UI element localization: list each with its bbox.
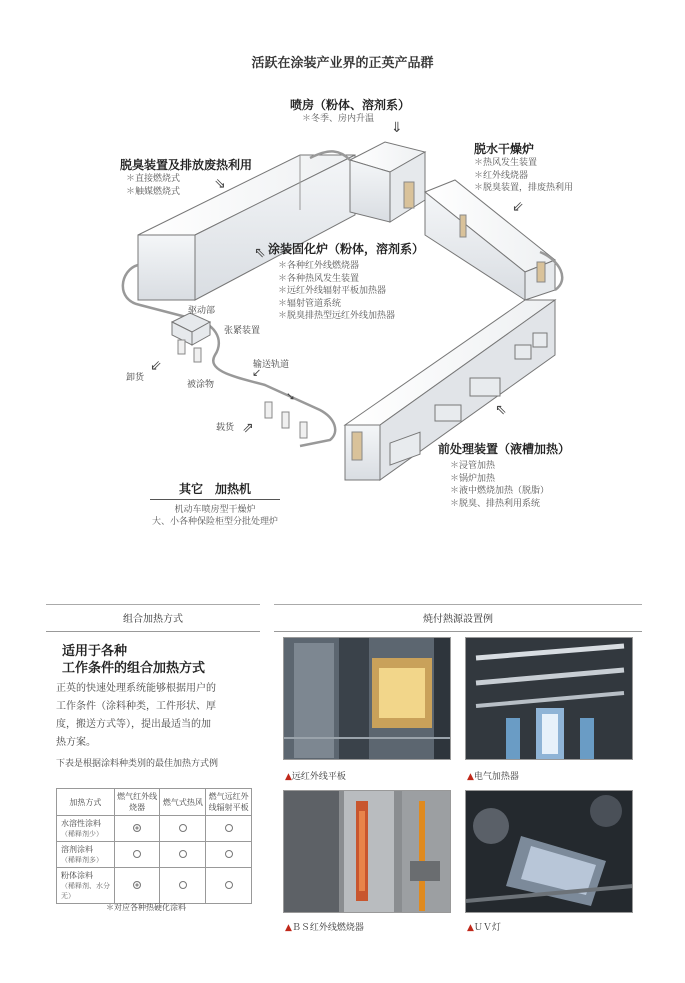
triangle-icon: ▲ xyxy=(285,772,292,782)
heat-source-header-bar xyxy=(274,604,642,632)
circle-icon xyxy=(179,850,187,858)
intro-paragraph-line: 正英的快速处理系统能够根据用户的 xyxy=(56,683,216,694)
pretreat-title: 前处理装置（液槽加热） xyxy=(438,442,571,456)
other-heaters-item: 大、小各种保险柜型分批处理炉 xyxy=(151,517,278,527)
bs-infrared-burner-photo xyxy=(283,790,451,913)
curing-oven-item: ＊ 脱臭排热型远红外线加热器 xyxy=(278,310,424,323)
diagonal-arrow-icon: ⇖ xyxy=(254,245,266,261)
spray-booth-title: 喷房（粉体、溶剂系） xyxy=(290,98,411,112)
row-name: 粉体涂料 xyxy=(61,871,93,880)
down-arrow-icon: ⇓ xyxy=(391,120,403,136)
circle-icon xyxy=(225,881,233,889)
circle-icon xyxy=(225,824,233,832)
dryer-item: ＊ 热风发生装置 xyxy=(474,157,573,170)
curing-oven-item: ＊ 远红外线辐射平板加热器 xyxy=(278,285,424,298)
circle-icon xyxy=(179,824,187,832)
photo-caption: ＵＶ灯 xyxy=(473,923,501,933)
triangle-icon: ▲ xyxy=(285,923,292,933)
table-intro: 下表是根据涂料种类别的最佳加热方式例 xyxy=(56,759,219,769)
photo-caption: 电气加热器 xyxy=(473,772,519,782)
table-header-cell: 燃气红外线烧器 xyxy=(114,789,160,816)
conveyor-label: 输送轨道 xyxy=(253,360,290,370)
dryer-title: 脱水干燥炉 xyxy=(474,142,535,156)
diagonal-arrow-icon: ⇗ xyxy=(242,420,254,436)
diagonal-arrow-icon: ⇘ xyxy=(214,176,226,192)
deodorizer-item: ＊ 触媒燃烧式 xyxy=(126,186,252,199)
curing-oven-item: ＊ 各种红外线燃烧器 xyxy=(278,260,424,273)
load-label: 载货 xyxy=(216,423,235,433)
other-heaters-item: 机动车喷房型干燥炉 xyxy=(174,505,256,515)
dryer-item: ＊ 红外线烧器 xyxy=(474,170,573,183)
dryer-item: ＊ 脱臭装置，排废热利用 xyxy=(474,182,573,195)
double-circle-icon xyxy=(133,824,141,832)
photo-caption: 远红外线平板 xyxy=(291,772,346,782)
row-sub: （稀释剂少） xyxy=(61,830,103,838)
curing-oven-title: 涂装固化炉（粉体，溶剂系） xyxy=(268,242,425,256)
row-sub: （稀释剂、水分无） xyxy=(61,882,110,900)
row-sub: （稀释剂多） xyxy=(61,856,103,864)
intro-paragraph-line: 度，搬送方式等），提出最适当的加 xyxy=(56,719,211,730)
circle-icon xyxy=(179,881,187,889)
circle-icon xyxy=(133,850,141,858)
row-name: 水溶性涂料 xyxy=(61,819,101,828)
intro-paragraph-line: 工作条件（涂料种类，工件形状、厚 xyxy=(56,701,216,712)
deodorizer-title: 脱臭装置及排放废热利用 xyxy=(120,158,253,172)
tensioner-label: 张紧装置 xyxy=(224,326,261,336)
spray-booth-unit xyxy=(350,142,425,222)
combined-heating-header: 组合加热方式 xyxy=(123,614,183,625)
pretreat-item: ＊ 脱臭、排热利用系统 xyxy=(450,498,570,511)
double-circle-icon xyxy=(133,881,141,889)
table-row xyxy=(57,842,252,868)
row-name: 溶剂涂料 xyxy=(61,845,93,854)
photo-caption: ＢＳ红外线燃烧器 xyxy=(291,923,364,933)
table-header-row xyxy=(57,789,252,816)
triangle-icon: ▲ xyxy=(467,772,474,782)
workpiece-label: 被涂物 xyxy=(187,380,215,390)
circle-icon xyxy=(225,850,233,858)
table-header-cell: 加热方式 xyxy=(57,789,115,816)
dryer-unit xyxy=(425,180,555,300)
curing-oven-item: ＊ 辐射管道系统 xyxy=(278,298,424,311)
heating-method-table xyxy=(56,788,252,904)
curing-oven-item: ＊ 各种热风发生装置 xyxy=(278,273,424,286)
page-title: 活跃在涂装产业界的正英产品群 xyxy=(251,56,434,71)
pretreat-item: ＊ 浸管加热 xyxy=(450,460,570,473)
table-row xyxy=(57,816,252,842)
rail-pointer-arrow-icon: ↙ xyxy=(252,366,262,379)
pretreat-item: ＊ 液中燃烧加热（脱脂） xyxy=(450,485,570,498)
electric-heater-photo xyxy=(465,637,633,760)
heat-source-header: 焼付熱源設置例 xyxy=(423,614,493,625)
far-infrared-panel-photo xyxy=(283,637,451,760)
diagonal-arrow-icon: ⇙ xyxy=(150,358,162,374)
section-heading-line: 适用于各种 xyxy=(62,644,128,659)
table-footnote: ＊对应各种热硬化涂料 xyxy=(106,903,186,912)
table-row xyxy=(57,868,252,904)
triangle-icon: ▲ xyxy=(467,923,474,933)
table-header-cell: 燃气远红外线辐射平板 xyxy=(206,789,252,816)
drive-label: 驱动部 xyxy=(188,306,216,316)
uv-lamp-photo xyxy=(465,790,633,913)
spray-booth-item: ＊ 冬季、房内升温 xyxy=(302,113,410,126)
diagonal-arrow-icon: ⇙ xyxy=(512,199,524,215)
combined-heating-header-bar xyxy=(46,604,260,632)
pretreat-item: ＊ 锅炉加热 xyxy=(450,473,570,486)
table-header-cell: 燃气式热风 xyxy=(160,789,206,816)
other-heaters-title: 其它 加热机 xyxy=(150,480,280,500)
section-heading-line: 工作条件的组合加热方式 xyxy=(62,661,206,676)
unload-label: 卸货 xyxy=(126,373,145,383)
rail-direction-arrow-icon: ➘ xyxy=(286,390,296,403)
intro-paragraph-line: 热方案。 xyxy=(56,737,96,748)
deodorizer-item: ＊ 直接燃烧式 xyxy=(126,173,252,186)
diagonal-arrow-icon: ⇖ xyxy=(495,402,507,418)
